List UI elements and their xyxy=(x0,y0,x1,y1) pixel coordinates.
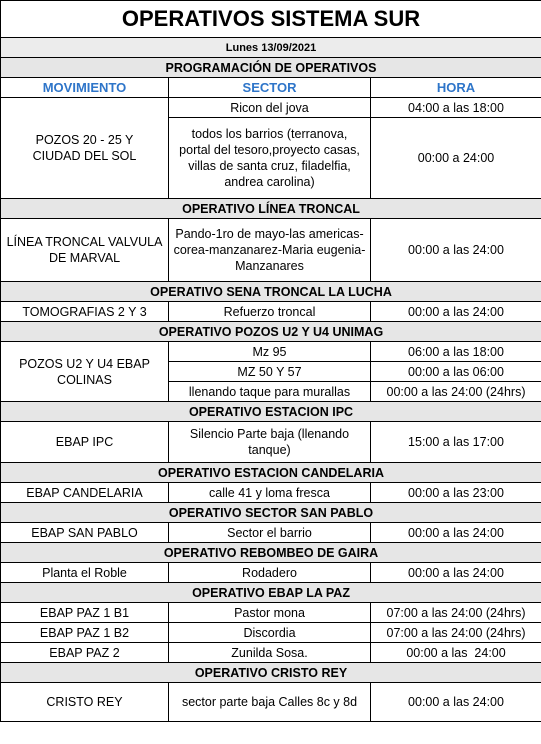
table-row xyxy=(1,302,541,322)
section-header: OPERATIVO CRISTO REY xyxy=(1,663,541,683)
table-row xyxy=(1,422,541,463)
movimiento-cell: EBAP PAZ 1 B2 xyxy=(1,623,169,643)
section-header: OPERATIVO REBOMBEO DE GAIRA xyxy=(1,543,541,563)
table-row xyxy=(1,523,541,543)
table-row xyxy=(1,98,541,118)
sector-cell: Sector el barrio xyxy=(169,523,371,543)
table-row xyxy=(1,483,541,503)
sector-cell: llenando taque para murallas xyxy=(169,382,371,402)
section-header: OPERATIVO ESTACION CANDELARIA xyxy=(1,463,541,483)
section-header: OPERATIVO ESTACION IPC xyxy=(1,402,541,422)
section-header: OPERATIVO SECTOR SAN PABLO xyxy=(1,503,541,523)
movimiento-cell: EBAP CANDELARIA xyxy=(1,483,169,503)
sector-cell: Ricon del jova xyxy=(169,98,371,118)
hora-cell: 06:00 a las 18:00 xyxy=(371,342,541,362)
section-header: OPERATIVO EBAP LA PAZ xyxy=(1,583,541,603)
hora-cell: 00:00 a las 24:00 xyxy=(371,563,541,583)
movimiento-cell: TOMOGRAFIAS 2 Y 3 xyxy=(1,302,169,322)
sector-cell: Rodadero xyxy=(169,563,371,583)
movimiento-cell: POZOS U2 Y U4 EBAP COLINAS xyxy=(1,342,169,402)
section-header: OPERATIVO SENA TRONCAL LA LUCHA xyxy=(1,282,541,302)
hora-cell: 00:00 a las 24:00 xyxy=(371,643,541,663)
movimiento-cell: EBAP SAN PABLO xyxy=(1,523,169,543)
sector-cell: Silencio Parte baja (llenando tanque) xyxy=(169,422,371,463)
column-header-movimiento: MOVIMIENTO xyxy=(1,78,169,98)
hora-cell: 00:00 a las 23:00 xyxy=(371,483,541,503)
table-row xyxy=(1,683,541,722)
section-header: OPERATIVO POZOS U2 Y U4 UNIMAG xyxy=(1,322,541,342)
date-label: Lunes 13/09/2021 xyxy=(1,38,541,58)
program-header: PROGRAMACIÓN DE OPERATIVOS xyxy=(1,58,541,78)
column-headers xyxy=(1,78,541,98)
hora-cell: 00:00 a las 24:00 xyxy=(371,683,541,722)
movimiento-cell: EBAP IPC xyxy=(1,422,169,463)
column-header-sector: SECTOR xyxy=(169,78,371,98)
hora-cell: 04:00 a las 18:00 xyxy=(371,98,541,118)
page-title: OPERATIVOS SISTEMA SUR xyxy=(1,1,541,38)
sector-cell: Pando-1ro de mayo-las americas-corea-manzanarez-Maria eugenia-Manzanares xyxy=(169,219,371,282)
sector-cell: Pastor mona xyxy=(169,603,371,623)
sector-cell: Mz 95 xyxy=(169,342,371,362)
sector-cell: sector parte baja Calles 8c y 8d xyxy=(169,683,371,722)
hora-cell: 00:00 a las 24:00 xyxy=(371,523,541,543)
hora-cell: 00:00 a las 24:00 xyxy=(371,302,541,322)
movimiento-cell: EBAP PAZ 2 xyxy=(1,643,169,663)
table-row xyxy=(1,563,541,583)
table-row xyxy=(1,643,541,663)
sector-cell: Zunilda Sosa. xyxy=(169,643,371,663)
hora-cell: 15:00 a las 17:00 xyxy=(371,422,541,463)
table-row xyxy=(1,342,541,362)
section-header: OPERATIVO LÍNEA TRONCAL xyxy=(1,199,541,219)
hora-cell: 07:00 a las 24:00 (24hrs) xyxy=(371,603,541,623)
hora-cell: 00:00 a las 24:00 xyxy=(371,219,541,282)
table-row xyxy=(1,623,541,643)
sector-cell: Discordia xyxy=(169,623,371,643)
sector-cell: todos los barrios (terranova, portal del tesoro,proyecto casas, villas de santa cruz, filadelfia, andrea carolina) xyxy=(169,118,371,199)
sector-cell: calle 41 y loma fresca xyxy=(169,483,371,503)
hora-cell: 00:00 a las 24:00 (24hrs) xyxy=(371,382,541,402)
hora-cell: 00:00 a las 06:00 xyxy=(371,362,541,382)
sector-cell: Refuerzo troncal xyxy=(169,302,371,322)
movimiento-cell: Planta el Roble xyxy=(1,563,169,583)
hora-cell: 00:00 a 24:00 xyxy=(371,118,541,199)
table-row xyxy=(1,219,541,282)
column-header-hora: HORA xyxy=(371,78,541,98)
movimiento-cell: EBAP PAZ 1 B1 xyxy=(1,603,169,623)
movimiento-cell: LÍNEA TRONCAL VALVULA DE MARVAL xyxy=(1,219,169,282)
table-row xyxy=(1,603,541,623)
movimiento-cell: POZOS 20 - 25 Y CIUDAD DEL SOL xyxy=(1,98,169,199)
movimiento-cell: CRISTO REY xyxy=(1,683,169,722)
sector-cell: MZ 50 Y 57 xyxy=(169,362,371,382)
hora-cell: 07:00 a las 24:00 (24hrs) xyxy=(371,623,541,643)
